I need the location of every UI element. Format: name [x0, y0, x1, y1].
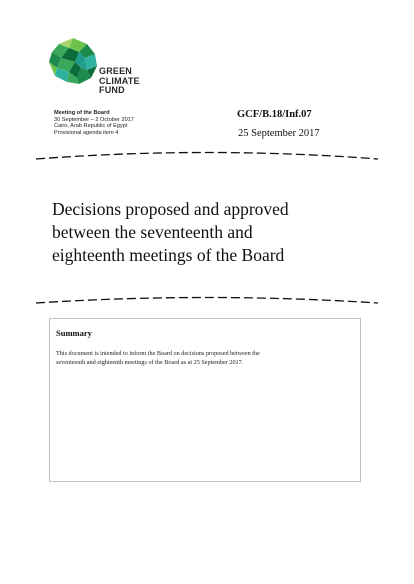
- title-line-3: eighteenth meetings of the Board: [52, 245, 285, 265]
- summary-line-2: seventeenth and eighteenth meetings of the Board as at 25 September 2017.: [56, 359, 244, 366]
- meeting-dates: 30 September – 2 October 2017: [54, 116, 134, 123]
- logo-line-1: GREEN: [99, 66, 133, 76]
- title-line-2: between the seventeenth and: [52, 222, 253, 242]
- wave-divider-top: [36, 150, 378, 164]
- document-date: 25 September 2017: [238, 128, 320, 139]
- logo-line-2: CLIMATE: [99, 75, 140, 86]
- summary-box: [49, 318, 361, 482]
- meeting-title: Meeting of the Board: [54, 110, 110, 116]
- wave-divider-bottom: [36, 294, 378, 308]
- title-line-1: Decisions proposed and approved: [52, 199, 289, 219]
- gcf-logo: [49, 38, 149, 98]
- document-title: [52, 198, 372, 267]
- document-symbol: GCF/B.18/Inf.07: [237, 109, 312, 120]
- logo-line-3: FUND: [99, 85, 125, 95]
- summary-line-1: This document is intended to inform the Board on decisions proposed between the: [56, 350, 260, 357]
- globe-icon: [49, 38, 97, 86]
- summary-heading: Summary: [56, 328, 92, 338]
- meeting-info: [54, 110, 134, 136]
- agenda-item: Provisional agenda item 4: [54, 129, 119, 136]
- meeting-location: Cairo, Arab Republic of Egypt: [54, 123, 128, 130]
- logo-wordmark: [99, 67, 140, 96]
- summary-text: [56, 349, 352, 367]
